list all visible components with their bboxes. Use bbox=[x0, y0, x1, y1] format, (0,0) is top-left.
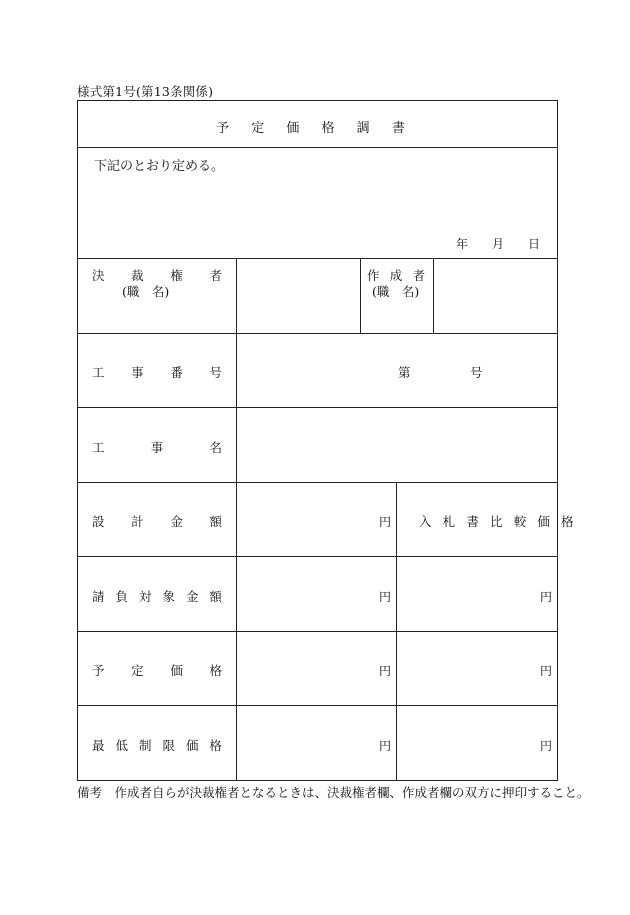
bid-compare-header: 入 札 書 比 較 価 格 bbox=[419, 514, 578, 529]
min-price-label: 最 低 制 限 価 格 bbox=[92, 738, 222, 753]
remarks-note: 備考 作成者自らが決裁権者となるときは、決裁権者欄、作成者欄の双方に押印すること。 bbox=[77, 785, 590, 800]
divider-contract bbox=[77, 631, 558, 632]
authorizer-position-label: (職 名) bbox=[122, 284, 170, 299]
divider-work-name bbox=[77, 482, 558, 483]
document-title: 予 定 価 格 調 書 bbox=[216, 121, 414, 136]
work-number-dai: 第 bbox=[398, 365, 411, 380]
contract-amount-yen: 円 bbox=[379, 590, 392, 604]
compare-column-divider bbox=[396, 482, 397, 781]
work-name-label: 工 事 名 bbox=[92, 440, 222, 455]
design-amount-label: 設 計 金 額 bbox=[92, 514, 222, 529]
intro-text: 下記のとおり定める。 bbox=[94, 159, 225, 174]
preparer-position-label: (職 名) bbox=[372, 284, 420, 299]
min-compare-yen: 円 bbox=[540, 739, 553, 753]
date-year: 年 bbox=[456, 237, 469, 251]
planned-price-label: 予 定 価 格 bbox=[92, 663, 222, 678]
form-caption: 様式第1号(第13条関係) bbox=[77, 84, 214, 99]
divider-design bbox=[77, 556, 558, 557]
planned-price-yen: 円 bbox=[379, 664, 392, 678]
divider-title bbox=[77, 147, 558, 148]
work-name-field[interactable] bbox=[237, 408, 557, 482]
label-column-divider bbox=[236, 258, 237, 781]
divider-authorizer bbox=[77, 333, 558, 334]
min-price-yen: 円 bbox=[379, 739, 392, 753]
preparer-left-divider bbox=[360, 258, 361, 333]
authorizer-label: 決 裁 権 者 bbox=[92, 268, 222, 283]
contract-amount-label: 請 負 対 象 金 額 bbox=[92, 589, 222, 604]
work-number-go: 号 bbox=[470, 365, 483, 380]
work-number-label: 工 事 番 号 bbox=[92, 365, 222, 380]
contract-compare-yen: 円 bbox=[540, 590, 553, 604]
planned-compare-yen: 円 bbox=[540, 664, 553, 678]
date-month: 月 bbox=[492, 237, 505, 251]
divider-planned bbox=[77, 705, 558, 706]
date-day: 日 bbox=[528, 237, 541, 251]
preparer-label: 作 成 者 bbox=[367, 268, 425, 283]
design-amount-yen: 円 bbox=[379, 515, 392, 529]
authorizer-seal-field[interactable] bbox=[237, 259, 360, 333]
preparer-seal-field[interactable] bbox=[434, 259, 557, 333]
